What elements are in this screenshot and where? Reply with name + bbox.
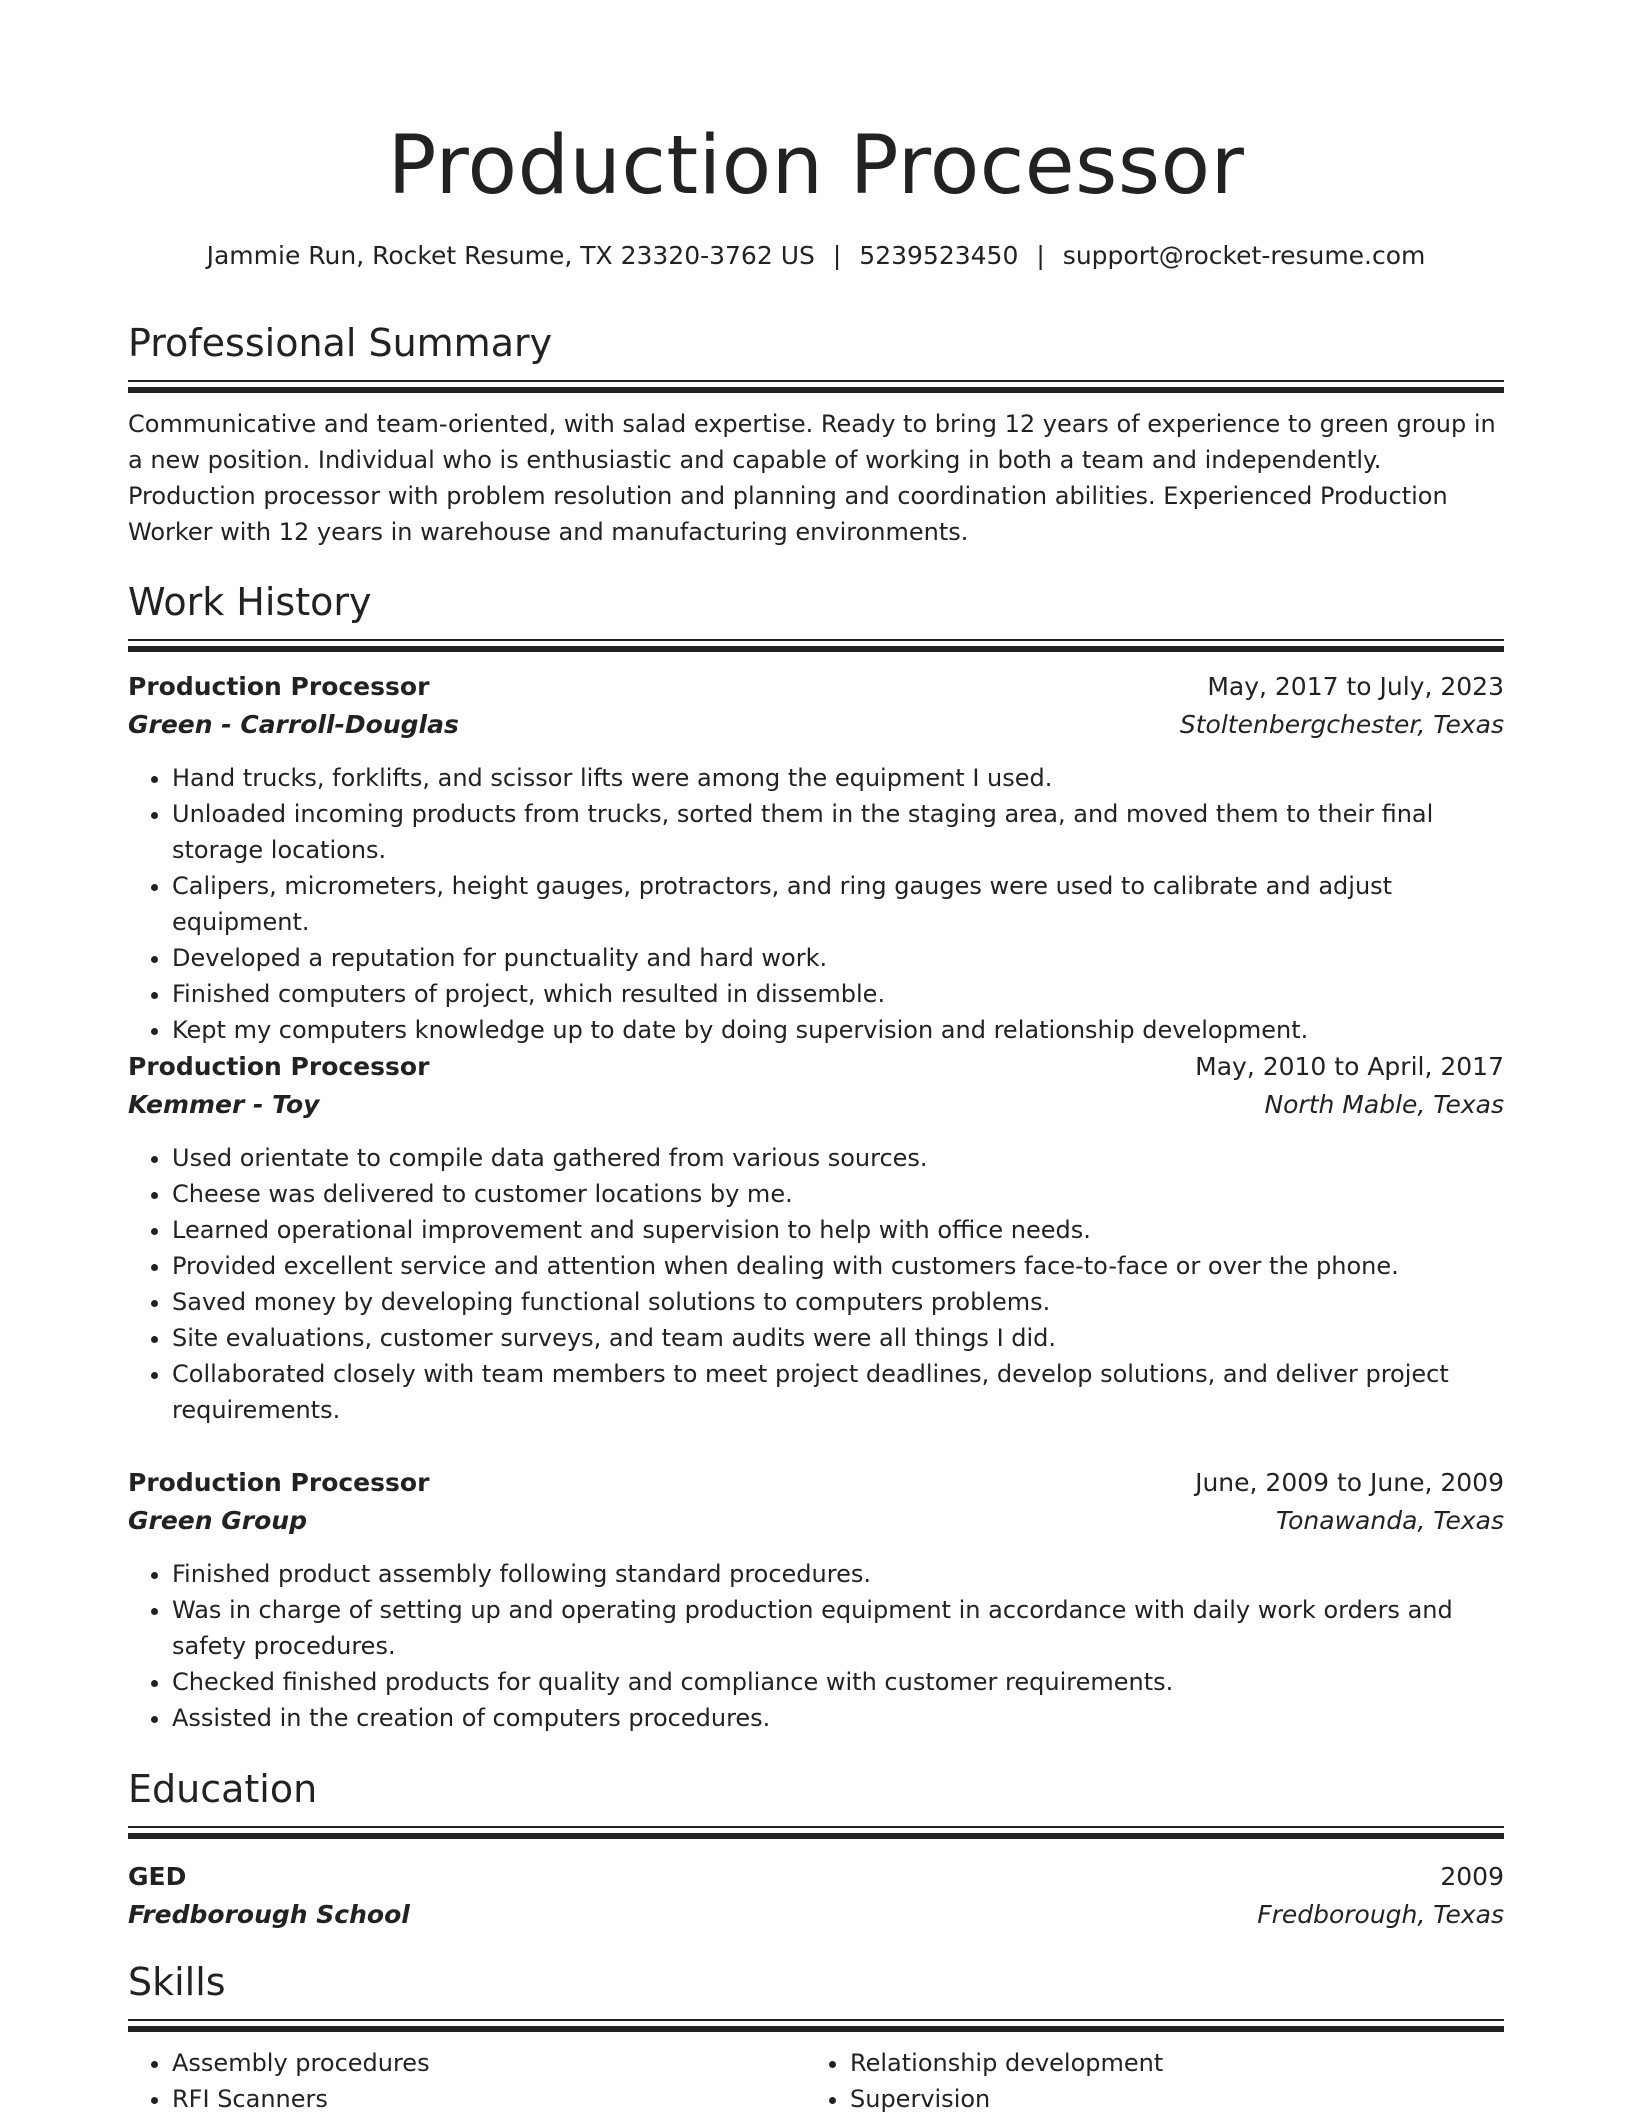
section-divider — [128, 639, 1504, 655]
summary-section — [128, 318, 1504, 550]
contact-address: Jammie Run, Rocket Resume, TX 23320-3762 US — [206, 241, 815, 270]
job-location: North Mable, Texas — [1264, 1090, 1504, 1119]
contact-phone: 5239523450 — [859, 241, 1019, 270]
list-item: • Learned operational improvement and supervision to help with office needs. — [172, 1212, 1504, 1248]
job-company: Kemmer - Toy — [128, 1090, 320, 1119]
list-item: • Unloaded incoming products from trucks, sorted them in the staging area, and moved them to their final storage locations. — [172, 796, 1504, 868]
job-bullets — [128, 1140, 1504, 1428]
job-dates: June, 2009 to June, 2009 — [1195, 1468, 1504, 1497]
job-company: Green - Carroll-Douglas — [128, 710, 459, 739]
work-history-section — [128, 577, 1504, 655]
list-item: • Cheese was delivered to customer locations by me. — [172, 1176, 1504, 1212]
section-divider — [128, 2019, 1504, 2035]
list-item: • Relationship development — [850, 2045, 1484, 2081]
list-item: • Checked finished products for quality and compliance with customer requirements. — [172, 1664, 1504, 1700]
contact-email[interactable]: support@rocket-resume.com — [1062, 241, 1426, 270]
education-section — [128, 1764, 1504, 1934]
contact-separator: | — [832, 241, 842, 270]
job-title: Production Processor — [128, 1052, 430, 1081]
skills-column-left — [128, 2045, 806, 2117]
list-item: • Supervision — [850, 2081, 1484, 2117]
list-item: • Assembly procedures — [172, 2045, 806, 2081]
list-item: • Finished computers of project, which resulted in dissemble. — [172, 976, 1504, 1012]
education-degree: GED — [128, 1862, 187, 1891]
skills-columns — [128, 2045, 1504, 2117]
section-divider — [128, 380, 1504, 396]
job-title: Production Processor — [128, 1468, 430, 1497]
list-item: • Was in charge of setting up and operating production equipment in accordance with daily work orders and safety procedures. — [172, 1592, 1504, 1664]
section-title-summary: Professional Summary — [128, 321, 553, 365]
education-year: 2009 — [1440, 1862, 1504, 1891]
list-item: • Finished product assembly following standard procedures. — [172, 1556, 1504, 1592]
job-entry — [128, 1048, 1504, 1428]
list-item: • Site evaluations, customer surveys, and team audits were all things I did. — [172, 1320, 1504, 1356]
education-school: Fredborough School — [128, 1900, 410, 1929]
skills-section — [128, 1957, 1504, 2117]
list-item: • Hand trucks, forklifts, and scissor lifts were among the equipment I used. — [172, 760, 1504, 796]
job-bullets — [128, 1556, 1504, 1736]
job-dates: May, 2010 to April, 2017 — [1195, 1052, 1504, 1081]
list-item: • Used orientate to compile data gathered from various sources. — [172, 1140, 1504, 1176]
section-title-skills: Skills — [128, 1960, 226, 2004]
list-item: • Provided excellent service and attention when dealing with customers face-to-face or over the phone. — [172, 1248, 1504, 1284]
job-company: Green Group — [128, 1506, 307, 1535]
list-item: • Calipers, micrometers, height gauges, protractors, and ring gauges were used to calibrate and adjust equipment. — [172, 868, 1504, 940]
contact-separator: | — [1036, 241, 1045, 270]
list-item: • RFI Scanners — [172, 2081, 806, 2117]
resume-name: Production Processor — [387, 119, 1245, 213]
section-title-work-history: Work History — [128, 580, 372, 624]
list-item: • Assisted in the creation of computers procedures. — [172, 1700, 1504, 1736]
list-item: • Developed a reputation for punctuality and hard work. — [172, 940, 1504, 976]
list-item: • Saved money by developing functional solutions to computers problems. — [172, 1284, 1504, 1320]
job-title: Production Processor — [128, 672, 430, 701]
list-item: • Kept my computers knowledge up to date by doing supervision and relationship development. — [172, 1012, 1504, 1048]
education-location: Fredborough, Texas — [1257, 1900, 1504, 1929]
list-item: • Collaborated closely with team members to meet project deadlines, develop solutions, and deliver project requirements. — [172, 1356, 1504, 1428]
job-location: Tonawanda, Texas — [1275, 1506, 1504, 1535]
skills-column-right — [806, 2045, 1484, 2117]
job-dates: May, 2017 to July, 2023 — [1207, 672, 1504, 701]
contact-line — [128, 236, 1504, 276]
job-entry — [128, 668, 1504, 1048]
summary-text: Communicative and team-oriented, with salad expertise. Ready to bring 12 years of experience to green group in a new position. Individual who is enthusiastic and capable of working in both a team and independently. Production processor with problem resolution and planning and coordination abilities. Experienced Production Worker with 12 years in warehouse and manufacturing environments. — [128, 410, 1496, 546]
section-divider — [128, 1826, 1504, 1842]
job-location: Stoltenbergchester, Texas — [1179, 710, 1504, 739]
job-entry — [128, 1464, 1504, 1736]
section-title-education: Education — [128, 1767, 318, 1811]
job-bullets — [128, 760, 1504, 1048]
